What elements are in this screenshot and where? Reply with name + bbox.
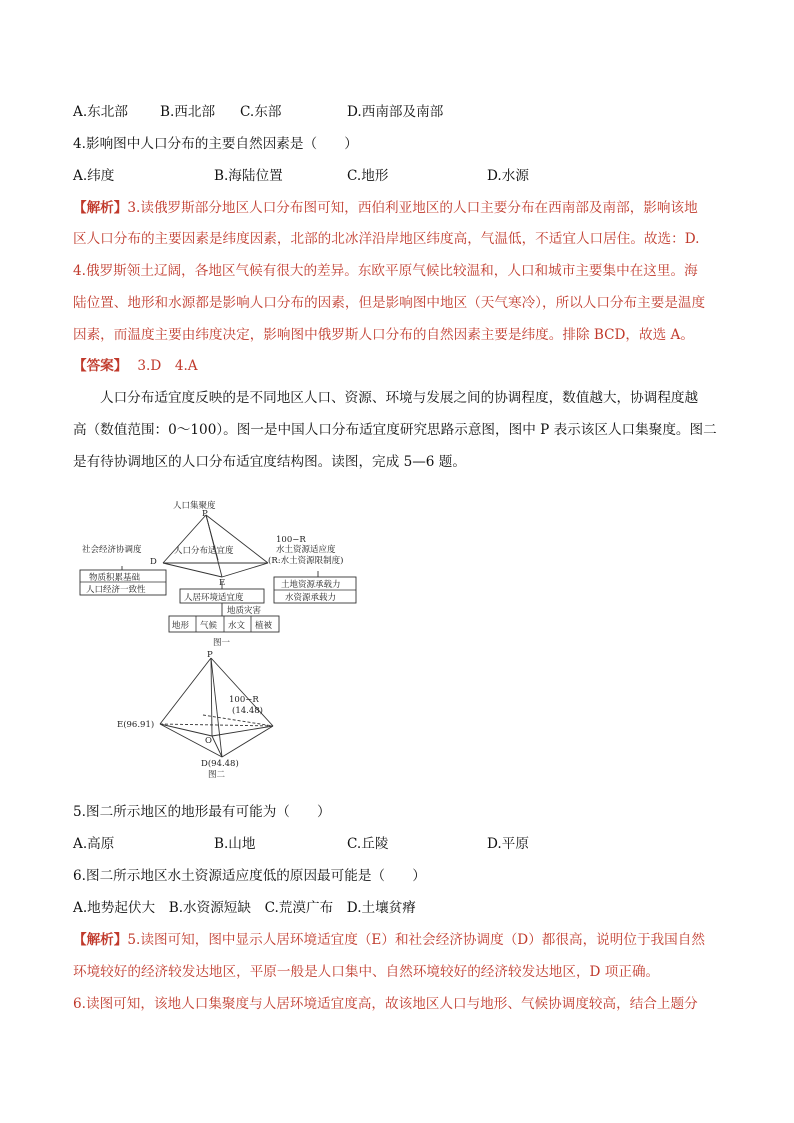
analysis-2-line-3: 6.读图可知，该地人口集聚度与人居环境适宜度高，故该地区人口与地形、气候协调度较高，结合上题分 [73,996,698,1012]
fig2-e-label: E(96.91) [117,720,155,730]
q5-option-d: D.平原 [487,836,529,852]
q4-option-c: C.地形 [347,168,389,184]
fig2-r-label-1: 100−R [229,695,259,705]
fig1-p-label: P [202,509,208,519]
analysis-1-line-3: 4.俄罗斯领土辽阔，各地区气候有很大的差异。东欧平原气候比较温和，人口和城市主要集中在这里。海 [73,263,698,279]
fig1-d-title: 社会经济协调度 [82,545,142,555]
fig1-box-d2: 人口经济一致性 [86,585,146,595]
fig1-center-label: 人口分布适宜度 [174,546,234,556]
q3-option-a: A.东北部 [73,104,128,120]
analysis-1-line-5: 因素，而温度主要由纬度决定，影响图中俄罗斯人口分布的自然因素主要是纬度。排除 BCD，故选 A。 [73,327,694,343]
intro-line-1: 人口分布适宜度反映的是不同地区人口、资源、环境与发展之间的协调程度，数值越大，协调程度越 [100,390,699,406]
q3-option-b: B.西北部 [160,104,216,120]
analysis-2-line-2: 环境较好的经济较发达地区，平原一般是人口集中、自然环境较好的经济较发达地区，D 项正确。 [73,964,660,980]
q6-options: A.地势起伏大 B.水资源短缺 C.荒漠广布 D.土壤贫瘠 [73,900,416,916]
analysis-2-text-1: 5.读图可知，图中显示人居环境适宜度（E）和社会经济协调度（D）都很高，说明位于我国自然 [127,932,705,948]
q4-stem: 4.影响图中人口分布的主要自然因素是（ ） [73,136,358,152]
fig1-r-title-2: 水土资源适应度 [276,545,336,555]
fig1-box-r2: 水资源承载力 [285,593,337,603]
q5-stem: 5.图二所示地区的地形最有可能为（ ） [73,804,331,820]
q3-option-d: D.西南部及南部 [347,104,444,120]
analysis-1-line-4: 陆位置、地形和水源都是影响人口分布的因素，但是影响图中地区（天气寒冷），所以人口分布主要是温度 [73,295,706,311]
fig1-box-d1: 物质积累基础 [89,573,141,583]
fig1-p-title: 人口集聚度 [173,501,216,511]
fig1-cell-3: 水文 [228,621,246,631]
q4-option-a: A.纬度 [73,168,115,184]
answer-tag: 【答案】 [73,358,128,374]
q6-stem: 6.图二所示地区水土资源适应度低的原因最可能是（ ） [73,868,426,884]
fig1-e-box: 人居环境适宜度 [184,593,244,603]
analysis-tag: 【解析】 [73,200,128,216]
fig1-box-r1: 土地资源承载力 [281,580,341,590]
fig1-r-title-1: 100−R [276,535,306,545]
fig2-p-label: P [207,650,213,660]
intro-line-3: 是有待协调地区的人口分布适宜度结构图。读图，完成 5—6 题。 [73,454,466,470]
fig2-r-label-2: (14.48) [232,706,263,716]
q4-option-d: D.水源 [487,168,529,184]
q5-option-b: B.山地 [214,836,256,852]
fig1-cell-4: 植被 [255,621,273,631]
fig1-d-label: D [150,557,157,567]
q5-option-c: C.丘陵 [347,836,389,852]
fig1-r-title-3: (R:水土资源限制度) [268,556,344,566]
fig1-e-label: E [219,578,226,588]
q4-option-b: B.海陆位置 [214,168,283,184]
analysis-1-text-1: 3.读俄罗斯部分地区人口分布图可知，西伯利亚地区的人口主要分布在西南部及南部，影响该地 [127,200,698,216]
analysis-2-tag: 【解析】 [73,932,128,948]
fig1-caption: 图一 [213,638,231,648]
analysis-2-line-1 [73,930,705,950]
fig1-geo-label: 地质灾害 [227,606,262,616]
fig2-o-label: O [205,736,212,746]
fig2-d-label: D(94.48) [201,759,239,769]
fig1-cell-2: 气候 [200,621,218,631]
fig1-cell-1: 地形 [172,621,190,631]
q3-option-c: C.东部 [240,104,282,120]
analysis-1-line-2: 区人口分布的主要因素是纬度因素，北部的北冰洋沿岸地区纬度高，气温低，不适宜人口居住。故选：D. [73,231,700,247]
fig2-caption: 图二 [208,770,226,780]
answer-text: 3.D 4.A [137,358,198,374]
q5-option-a: A.高原 [73,836,115,852]
intro-line-2: 高（数值范围：0～100）。图一是中国人口分布适宜度研究思路示意图，图中 P 表示该区人口集聚度。图二 [73,422,717,438]
